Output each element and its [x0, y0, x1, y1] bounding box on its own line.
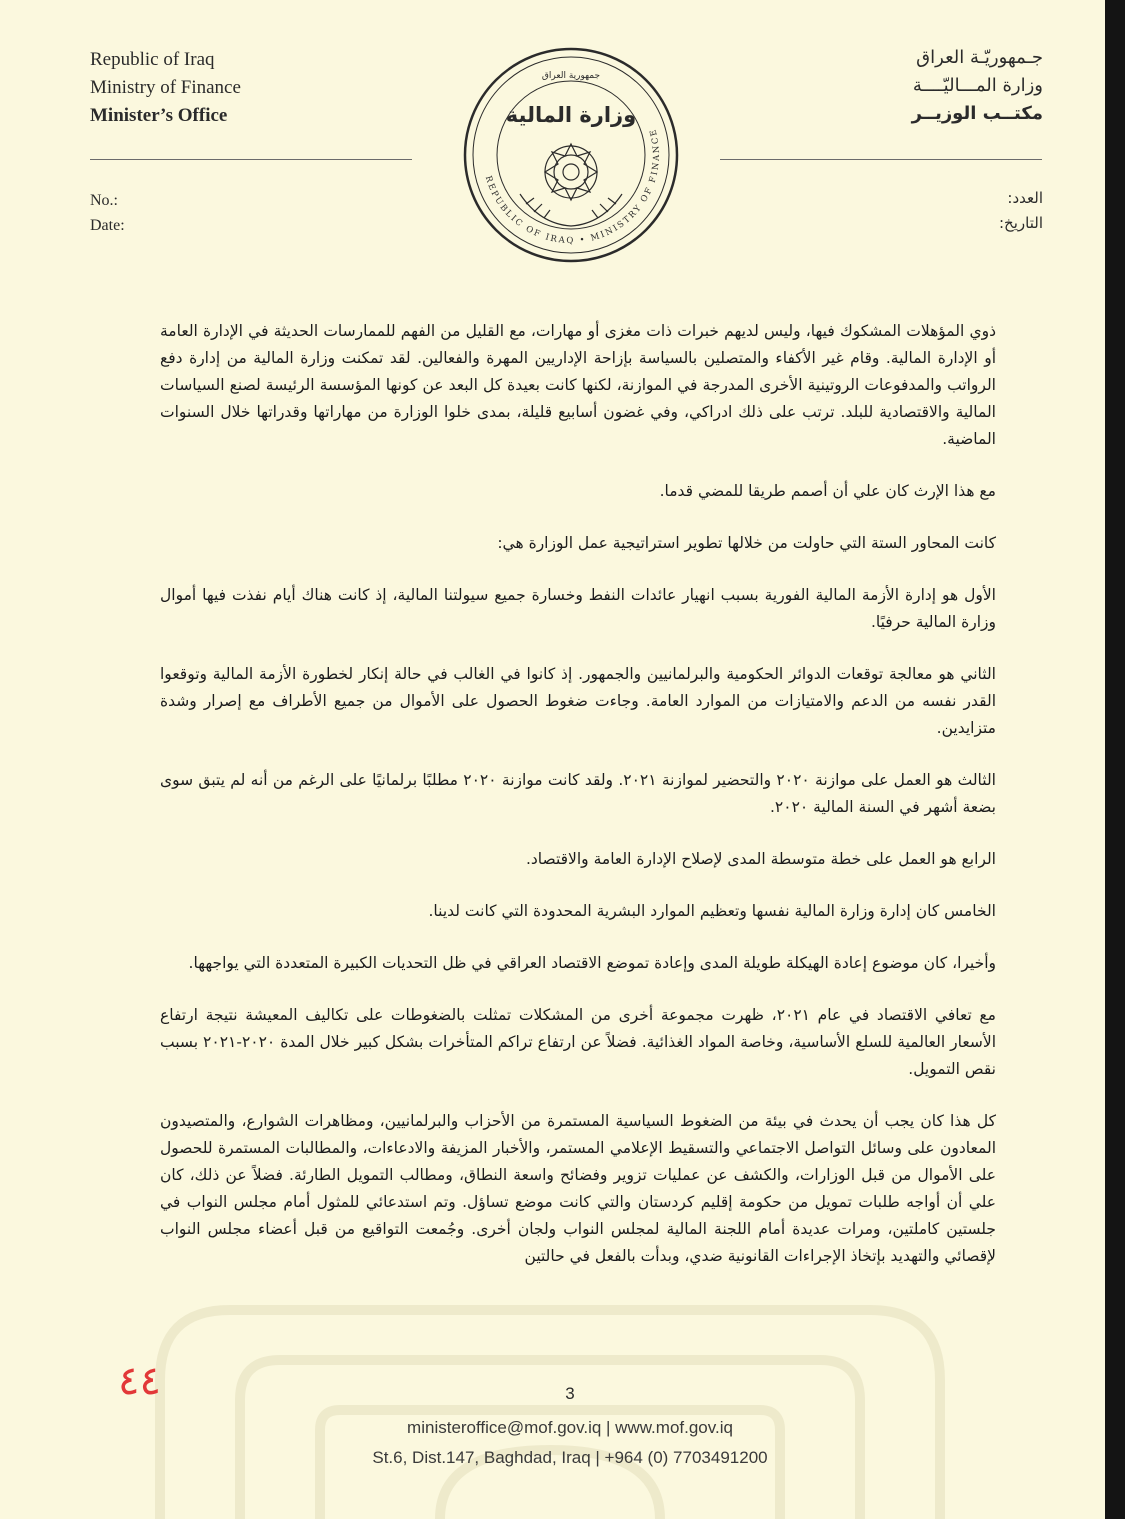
paragraph: مع هذا الإرث كان علي أن أصمم طريقا للمضي قدما. — [659, 482, 996, 500]
header-divider-left — [90, 159, 412, 160]
ref-no-label-ar: العدد: — [1007, 189, 1043, 207]
ref-no-label: No.: — [90, 192, 118, 209]
ministry-emblem-icon — [520, 144, 622, 226]
footer-address: St.6, Dist.147, Baghdad, Iraq | +964 (0) 7703491200 — [372, 1448, 768, 1467]
header-divider-right — [720, 159, 1042, 160]
paragraph: ذوي المؤهلات المشكوك فيها، وليس لديهم خبرات ذات مغزى أو مهارات، مع القليل من الفهم للممارسات الحديثة في الإدارة العامة أو الإدارة المالية. وقام غير الأكفاء والمتصلين بالسياسة بإزاحة الإداريين المهرة والفعالين. لقد تمكنت وزارة المالية من إدارة دفع الرواتب والمدفوعات الروتينية الأخرى المدرجة في الموازنة، لكنها كانت بعيدة كل البعد عن كونها المؤسسة الرئيسة لصنع السياسات المالية والاقتصادية للبلد. ترتب على ذلك ادراكي، وفي غضون أسابيع قليلة، بمدى خلوا الوزارة من مهاراتها وقدراتها خلال السنوات الماضية. — [160, 322, 996, 448]
paragraph: الثاني هو معالجة توقعات الدوائر الحكومية والبرلمانيين والجمهور. إذ كانوا في الغالب في حالة إنكار لخطورة الأزمة المالية وتوقعوا القدر نفسه من الدعم والامتيازات من الموارد العامة. وجاءت ضغوط الحصول على الأموال من جميع الأطراف مع إصرار وشدة متزايدين. — [160, 665, 996, 737]
paragraph: مع تعافي الاقتصاد في عام ٢٠٢١، ظهرت مجموعة أخرى من المشكلات تمثلت بالضغوطات على تكاليف المعيشة نتيجة ارتفاع الأسعار العالمية للسلع الأساسية، وخاصة المواد الغذائية. فضلاً عن ارتفاع تراكم المتأخرات بشكل كبير خلال المدة ٢٠٢٠-٢٠٢١ بسبب نقص التمويل. — [160, 1006, 996, 1078]
header-en-ministry: Ministry of Finance — [90, 77, 241, 98]
header-ar-office: مكتــب الوزيــر — [911, 103, 1043, 124]
paragraph: كانت المحاور الستة التي حاولت من خلالها تطوير استراتيجية عمل الوزارة هي: — [497, 534, 996, 552]
footer-contact: ministeroffice@mof.gov.iq | www.mof.gov.iq — [407, 1418, 733, 1437]
ref-date-label: Date: — [90, 217, 125, 234]
watermark-pattern — [120, 1290, 980, 1519]
reference-arabic — [999, 186, 1043, 236]
header-arabic — [912, 44, 1043, 128]
paragraph: وأخيرا، كان موضوع إعادة الهيكلة طويلة المدى وإعادة تموضع الاقتصاد العراقي في ظل التحديات الكبيرة المتعددة التي يواجهها. — [188, 954, 996, 972]
header-english — [90, 46, 241, 130]
ref-date-label-ar: التاريخ: — [999, 214, 1043, 232]
header-en-country: Republic of Iraq — [90, 49, 215, 70]
handwritten-page-mark: ٤٤ — [118, 1358, 161, 1404]
seal-top-text: جمهورية العراق — [541, 71, 601, 81]
scan-edge — [1105, 0, 1125, 1519]
header-ar-country: جـمهوريّـة العراق — [916, 47, 1043, 68]
header-ar-ministry: وزارة المـــاليّــــة — [912, 75, 1043, 96]
header-en-office: Minister’s Office — [90, 105, 228, 126]
page-number: 3 — [565, 1384, 575, 1403]
ministry-seal — [460, 44, 682, 266]
paragraph: الثالث هو العمل على موازنة ٢٠٢٠ والتحضير لموازنة ٢٠٢١. ولقد كانت موازنة ٢٠٢٠ مطلبًا برلمانيًا على الرغم من أنه لم يتبق سوى بضعة أشهر في السنة المالية ٢٠٢٠. — [160, 771, 996, 816]
paragraph: الأول هو إدارة الأزمة المالية الفورية بسبب انهيار عائدات النفط وخسارة جميع سيولتنا المالية، إذ كانت هناك أيام نفذت فيها أموال وزارة المالية حرفيًا. — [160, 586, 996, 631]
letter-body — [160, 318, 996, 1295]
svg-text:REPUBLIC OF IRAQ • MINISTRY OF — [483, 126, 662, 246]
seal-center-text: وزارة المالية — [505, 103, 637, 127]
paragraph: الرابع هو العمل على خطة متوسطة المدى لإصلاح الإدارة العامة والاقتصاد. — [525, 850, 996, 868]
paragraph: الخامس كان إدارة وزارة المالية نفسها وتعظيم الموارد البشرية المحدودة التي كانت لدينا. — [428, 902, 996, 920]
reference-english — [90, 188, 125, 238]
seal-ring-text: REPUBLIC OF IRAQ • MINISTRY OF FINANCE — [482, 126, 663, 247]
paragraph: كل هذا كان يجب أن يحدث في بيئة من الضغوط السياسية المستمرة من الأحزاب والبرلمانيين، ومظاهرات الشوارع، والمتصيدون المعادون على وسائل التواصل الاجتماعي والتسقيط الإعلامي المستمر، والأخبار المزيفة والادعاءات، والمطالبات المستمرة للحصول على الأموال من قبل الوزارات، والكشف عن عمليات تزوير وفضائح واسعة النطاق، ومطالب التمويل الطارئة. فضلاً عن ذلك، كان علي أن أواجه طلبات تمويل من حكومة إقليم كردستان والتي كانت موضع تساؤل. وتم استدعائي للمثول أمام مجلس النواب في جلستين كاملتين، ومرات عديدة أمام اللجنة المالية لمجلس النواب ولجان أخرى. وجُمعت التواقيع من قبل أعضاء مجلس النواب لإقصائي والتهديد بإتخاذ الإجراءات القانونية ضدي، وبدأت بالفعل في حالتين — [160, 1112, 996, 1265]
